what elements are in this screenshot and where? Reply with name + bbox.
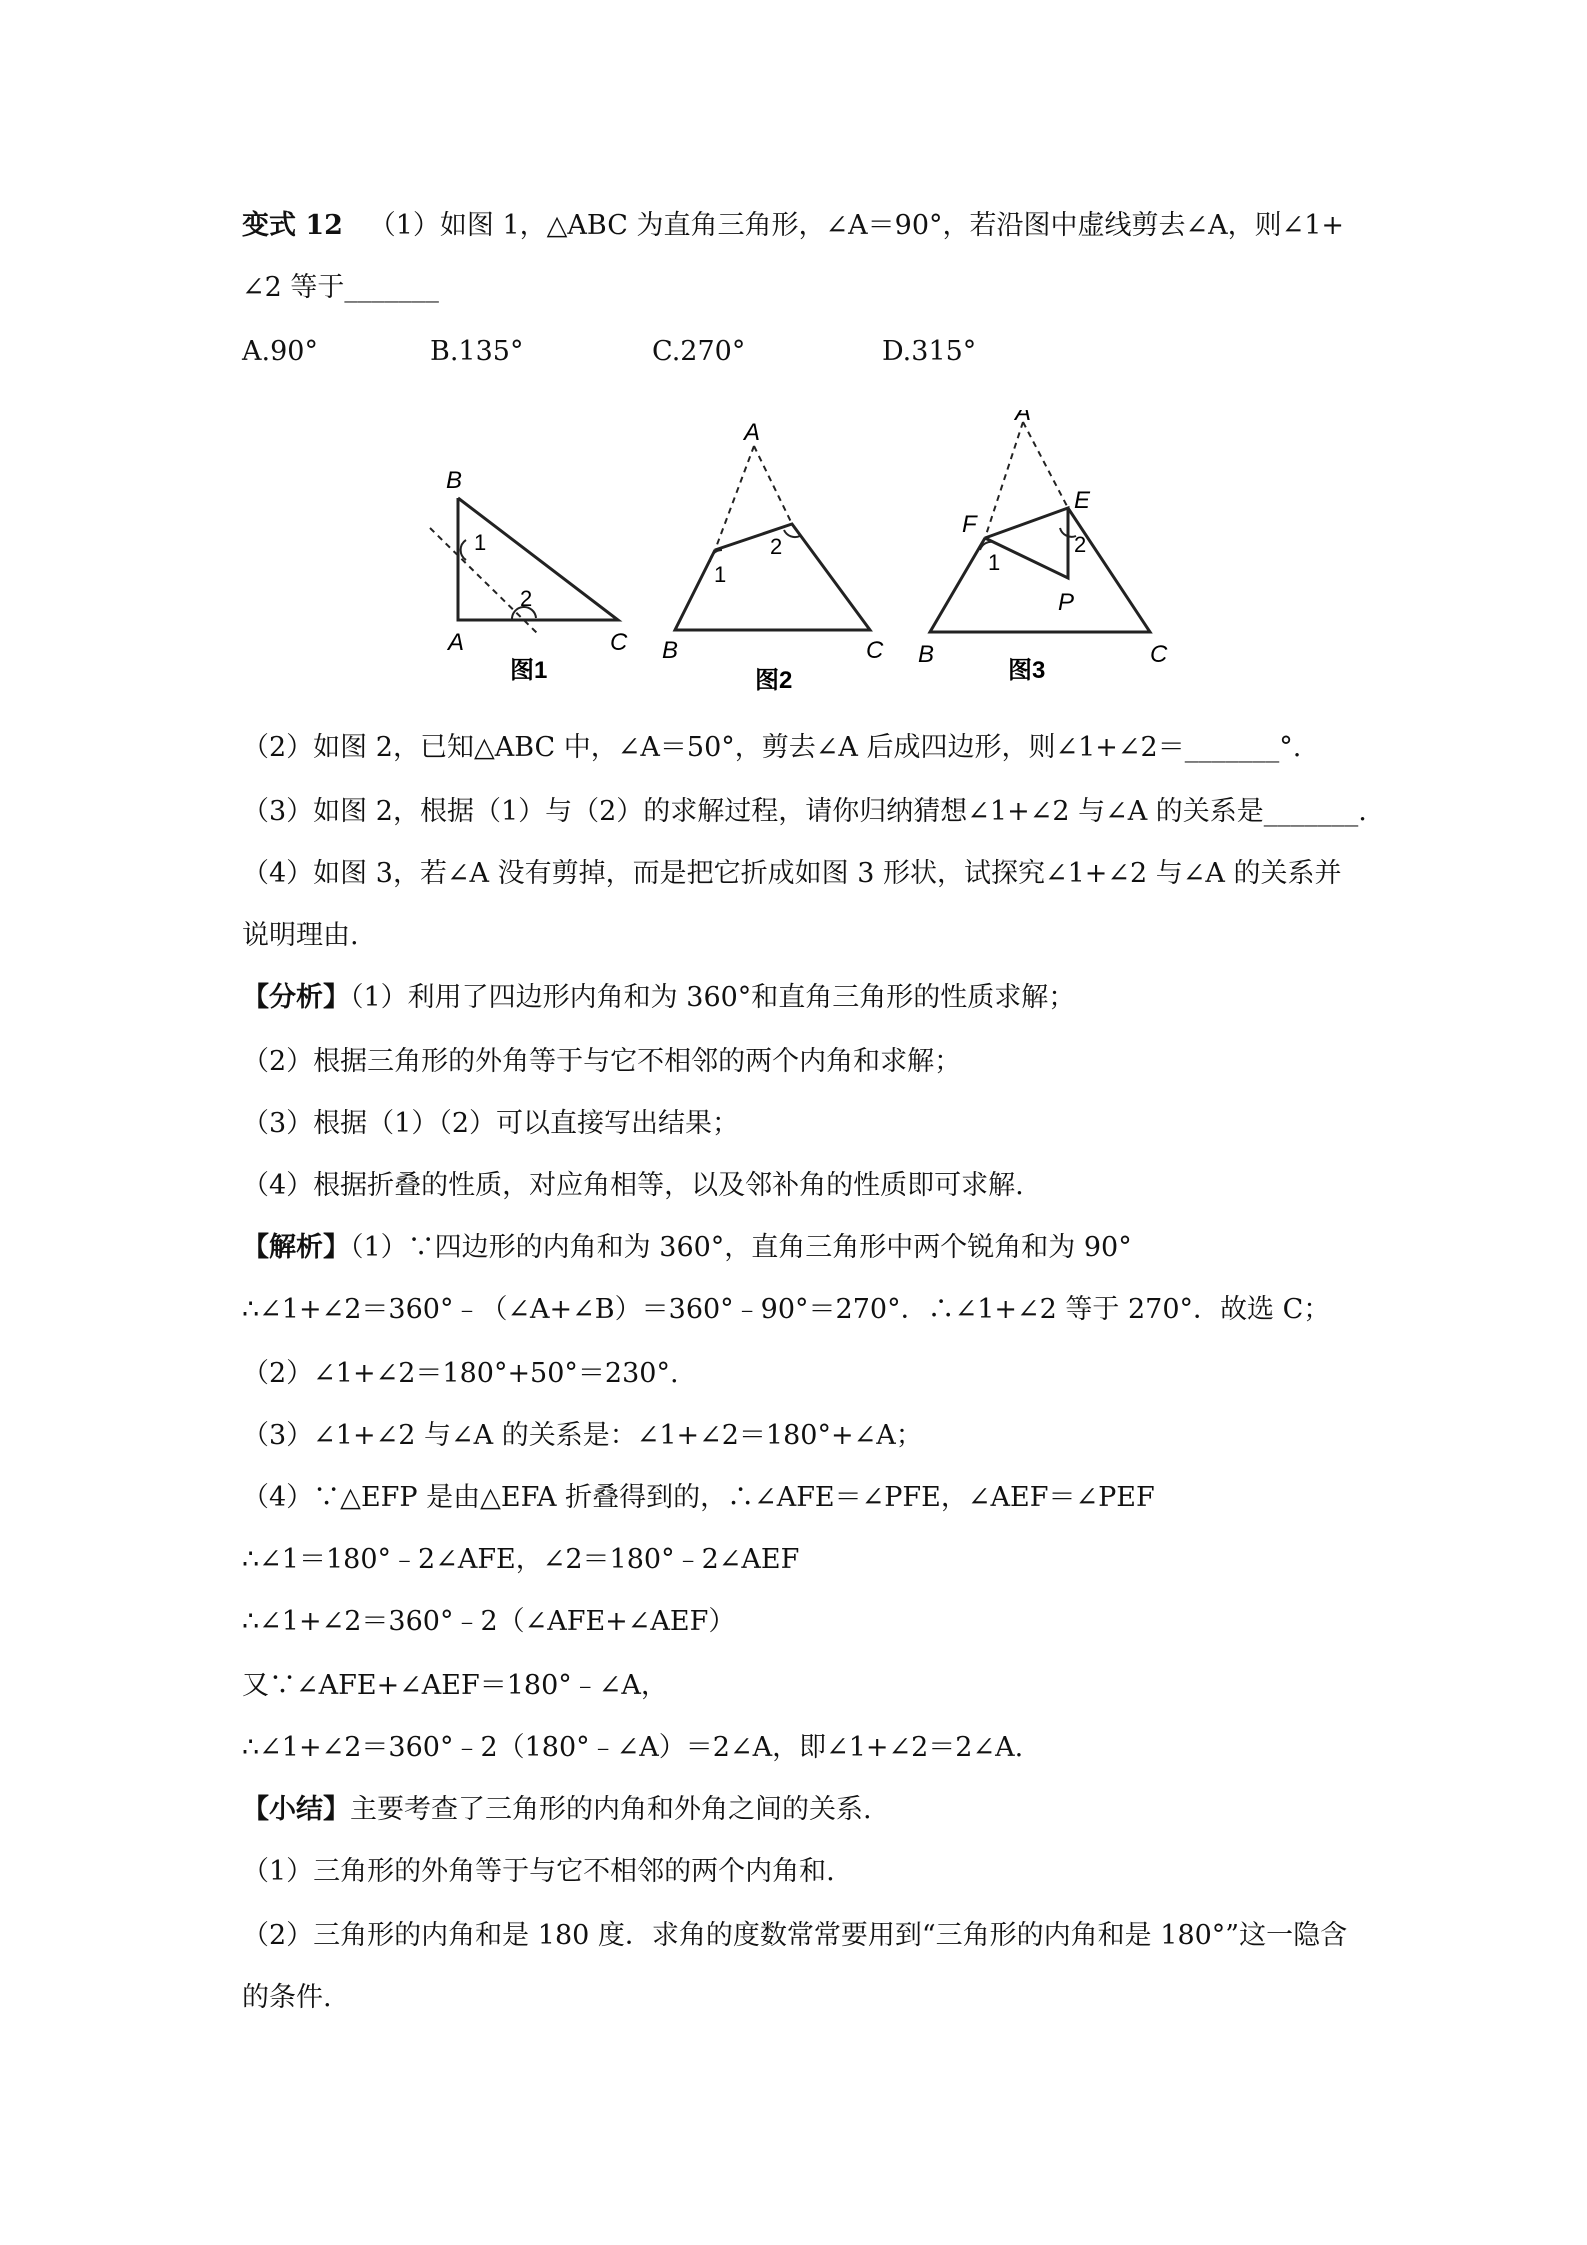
solution-label: 【解析】: [242, 1232, 350, 1263]
solution-line-1: [242, 1230, 1357, 1266]
fig1-label-1: 1: [474, 530, 487, 555]
fig3-caption: 图3: [1008, 657, 1046, 684]
summary-text-1: 主要考查了三角形的内角和外角之间的关系.: [350, 1794, 872, 1825]
solution-line-6: ∴∠1＝180°﹣2∠AFE，∠2＝180°﹣2∠AEF: [242, 1544, 800, 1575]
summary-line-2: （1）三角形的外角等于与它不相邻的两个内角和.: [242, 1856, 835, 1887]
figures: [410, 410, 1190, 700]
solution-line-4: （3）∠1+∠2 与∠A 的关系是：∠1+∠2＝180°+∠A；: [242, 1420, 923, 1451]
solution-line-2: ∴∠1+∠2＝360°﹣（∠A+∠B）＝360°﹣90°＝270°．∴∠1+∠2 等于 270°．故选 C；: [242, 1294, 1331, 1325]
fig3-label-b: B: [918, 641, 935, 668]
fig2-label-1: 1: [714, 562, 727, 587]
problem-text-1: （1）如图 1，△ABC 为直角三角形，∠A＝90°，若沿图中虚线剪去∠A，则∠1+: [368, 210, 1345, 241]
solution-line-9: ∴∠1+∠2＝360°﹣2（180°﹣∠A）＝2∠A，即∠1+∠2＝2∠A.: [242, 1732, 1024, 1763]
fig2-label-a: A: [744, 419, 761, 446]
subq-3: （3）如图 2，根据（1）与（2）的求解过程，请你归纳猜想∠1+∠2 与∠A 的关系是_______.: [242, 796, 1367, 827]
solution-line-8: 又∵∠AFE+∠AEF＝180°﹣∠A，: [242, 1670, 668, 1701]
problem-label: 变式 12: [242, 210, 343, 241]
summary-line-4: 的条件.: [242, 1982, 332, 2013]
fig1-caption: 图1: [510, 657, 548, 684]
fig1-angle-1-arc: [461, 540, 466, 560]
fig2-label-b: B: [662, 637, 679, 664]
fig3-label-a: A: [1015, 410, 1032, 426]
fig2-dashed-left: [715, 446, 754, 550]
solution-line-3: （2）∠1+∠2＝180°+50°＝230°.: [242, 1358, 679, 1389]
summary-line-3: （2）三角形的内角和是 180 度．求角的度数常常要用到“三角形的内角和是 180°”这一隐含: [242, 1920, 1348, 1951]
fig3-label-e: E: [1074, 487, 1091, 514]
summary-label: 【小结】: [242, 1794, 350, 1825]
fig3-label-1: 1: [988, 550, 1001, 575]
solution-text-1: （1）∵四边形的内角和为 360°，直角三角形中两个锐角和为 90°: [350, 1232, 1132, 1263]
choice-d: D.315°: [882, 336, 977, 367]
solution-line-7: ∴∠1+∠2＝360°﹣2（∠AFE+∠AEF）: [242, 1606, 736, 1637]
choice-a: A.90°: [242, 336, 318, 367]
subq-2: （2）如图 2，已知△ABC 中，∠A＝50°，剪去∠A 后成四边形，则∠1+∠2＝_______°.: [242, 732, 1302, 763]
fig1-triangle: [458, 498, 618, 620]
summary-line-1: [242, 1792, 1357, 1828]
fig3-label-p: P: [1058, 589, 1075, 616]
fig3-label-c: C: [1150, 641, 1168, 668]
fig1-label-c: C: [610, 629, 628, 656]
fig1-label-2: 2: [520, 586, 533, 611]
fig3-dashed-left: [985, 422, 1023, 538]
analysis-line-1: [242, 980, 1357, 1016]
choice-b: B.135°: [430, 336, 524, 367]
fig2-label-c: C: [866, 637, 884, 664]
analysis-line-4: （4）根据折叠的性质，对应角相等，以及邻补角的性质即可求解.: [242, 1170, 1024, 1201]
fig1-label-b: B: [446, 467, 463, 494]
subq-4: （4）如图 3，若∠A 没有剪掉，而是把它折成如图 3 形状，试探究∠1+∠2 与∠A 的关系并: [242, 858, 1342, 889]
figures-svg: [410, 410, 1190, 700]
analysis-line-3: （3）根据（1）（2）可以直接写出结果；: [242, 1108, 740, 1139]
fig2-dashed-right: [754, 446, 792, 524]
fig2-label-2: 2: [770, 534, 783, 559]
problem-line-1: [242, 208, 1357, 244]
solution-line-5: （4）∵△EFP 是由△EFA 折叠得到的，∴∠AFE＝∠PFE，∠AEF＝∠PEF: [242, 1482, 1155, 1513]
fig1-label-a: A: [448, 629, 465, 656]
fig3-dashed-right: [1023, 422, 1068, 508]
fig2-caption: 图2: [755, 667, 793, 694]
analysis-label: 【分析】: [242, 982, 350, 1013]
analysis-line-2: （2）根据三角形的外角等于与它不相邻的两个内角和求解；: [242, 1046, 962, 1077]
problem-line-2: ∠2 等于_______: [242, 272, 439, 303]
subq-4-cont: 说明理由.: [242, 920, 359, 951]
fig2-angle-1-arc: [710, 550, 722, 562]
fig3-label-f: F: [962, 511, 977, 538]
fig3-label-2: 2: [1074, 532, 1087, 557]
analysis-text-1: （1）利用了四边形内角和为 360°和直角三角形的性质求解；: [350, 982, 1076, 1013]
choice-c: C.270°: [652, 336, 746, 367]
